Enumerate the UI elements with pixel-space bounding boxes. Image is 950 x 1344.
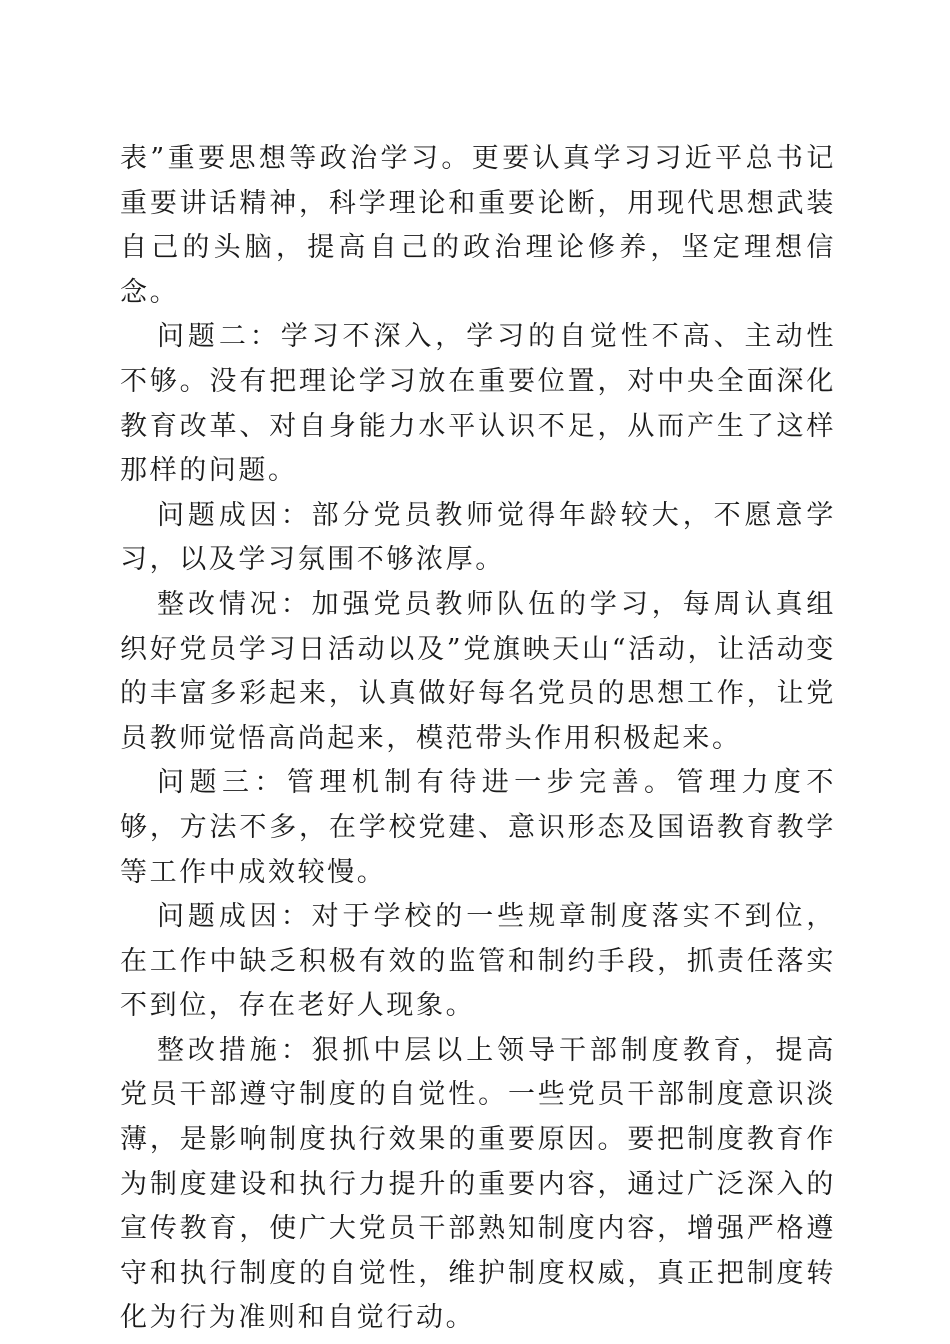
paragraph-problem-three-cause: 问题成因：对于学校的一些规章制度落实不到位，在工作中缺乏积极有效的监管和制约手段，抓责任落实不到位，存在老好人现象。 [120,901,836,1022]
paragraph-problem-three: 问题三：管理机制有待进一步完善。管理力度不够，方法不多，在学校党建、意识形态及国语教育教学等工作中成效较慢。 [120,767,836,888]
paragraph-continuation: 表”重要思想等政治学习。更要认真学习习近平总书记重要讲话精神，科学理论和重要论断，用现代思想武装自己的头脑，提高自己的政治理论修养，坚定理想信念。 [120,143,836,308]
paragraph-rectification-status: 整改情况：加强党员教师队伍的学习，每周认真组织好党员学习日活动以及”党旗映天山“活动，让活动变的丰富多彩起来，认真做好每名党员的思想工作，让党员教师觉悟高尚起来，模范带头作用积极起来。 [120,588,836,754]
paragraph-problem-two: 问题二：学习不深入，学习的自觉性不高、主动性不够。没有把理论学习放在重要位置，对中央全面深化教育改革、对自身能力水平认识不足，从而产生了这样那样的问题。 [120,321,836,487]
paragraph-problem-two-cause: 问题成因：部分党员教师觉得年龄较大，不愿意学习，以及学习氛围不够浓厚。 [120,499,836,576]
paragraph-rectification-measures: 整改措施：狠抓中层以上领导干部制度教育，提高党员干部遵守制度的自觉性。一些党员干部制度意识淡薄，是影响制度执行效果的重要原因。要把制度教育作为制度建设和执行力提升的重要内容，通过广泛深入的宣传教育，使广大党员干部熟知制度内容，增强严格遵守和执行制度的自觉性，维护制度权威，真正把制度转化为行为准则和自觉行动。 [120,1034,836,1334]
document-body [120,137,836,1341]
